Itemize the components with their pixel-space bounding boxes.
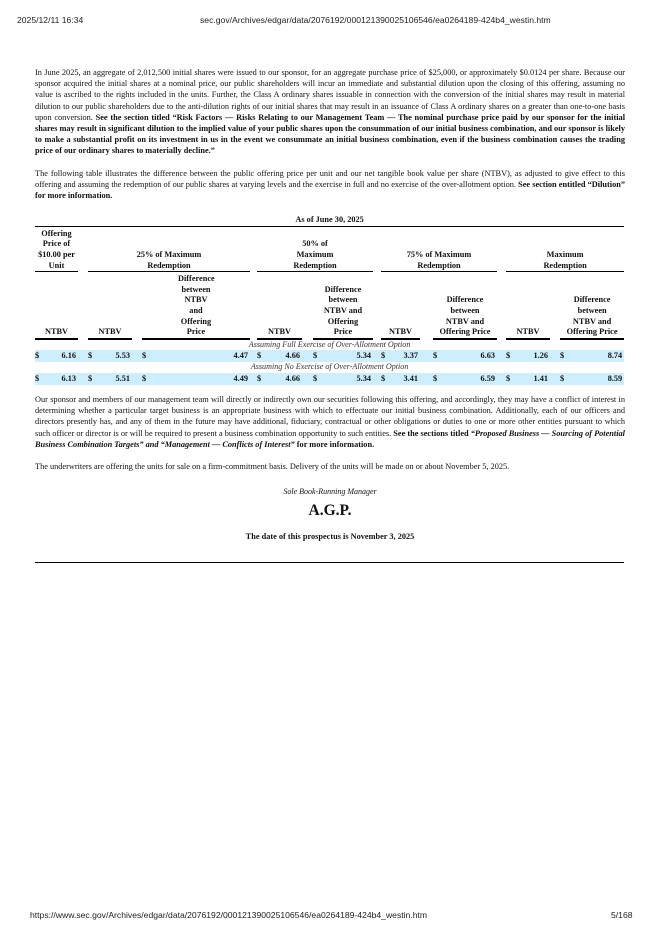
spacer-cell [132, 373, 142, 385]
print-page-title: sec.gov/Archives/edgar/data/2076192/000121390025106546/ea0264189-424b4_westin.htm [200, 15, 551, 25]
value-cell: 4.66 [268, 373, 302, 385]
currency-symbol: $ [433, 350, 442, 362]
section-caption-row [35, 339, 624, 351]
table-intro-paragraph [35, 168, 625, 202]
spacer-cell [550, 373, 560, 385]
value-cell: 6.16 [45, 350, 78, 362]
spacer-cell [373, 373, 381, 385]
print-page-number: 5/168 [611, 910, 633, 920]
value-cell: 1.41 [516, 373, 550, 385]
table-title: As of June 30, 2025 [35, 215, 624, 226]
value-cell: 1.26 [516, 350, 550, 362]
ntbv-header: NTBV [381, 272, 420, 339]
sections-reference-end: for more information. [294, 439, 375, 449]
value-cell: 6.59 [442, 373, 497, 385]
para-text: Our sponsor and members of our management team will directly or indirectly own our securities following this offering, and accordingly, they may have a conflict of interest in determining whether a particular target business is an appropriate business with which to effectuate our initial business combination. Additionally, each of our officers and directors presently has, and any of them in the future may have additional, fiduciary, contractual or other obligations or duties to one or more other entities pursuant to which such officer or director is or will be required to present a business combination opportunity to such entities. [35, 394, 625, 438]
group-header-50: 50% of Maximum Redemption [257, 226, 373, 271]
currency-symbol: $ [506, 350, 516, 362]
difference-header: Difference between NTBV and Offering Price [433, 272, 497, 339]
value-cell: 5.34 [320, 373, 373, 385]
risk-factors-reference: See the section titled “Risk Factors — Risks Relating to our Management Team — The nominal purchase price paid by our sponsor for the initial shares may result in significant dilution to the implied value of your public shares upon the consummation of our initial business combination, and our sponsor is likely to make a substantial profit on its investment in us in the event we consummate an initial business combination, even if the business combination causes the trading price of our ordinary shares to materially decline.” [35, 112, 625, 156]
sections-reference: See the sections titled [393, 428, 471, 438]
table-body [35, 339, 624, 385]
difference-header: Difference between NTBV and Offering Price [142, 272, 250, 339]
value-cell: 3.41 [390, 373, 420, 385]
spacer-cell [420, 373, 433, 385]
currency-symbol: $ [313, 350, 320, 362]
conflict-of-interest-paragraph [35, 394, 625, 450]
spacer-cell [78, 373, 88, 385]
prospectus-date: The date of this prospectus is November 3, 2025 [245, 531, 415, 541]
offering-price-header: Offering Price of $10.00 per Unit [35, 226, 78, 271]
group-header-25: 25% of Maximum Redemption [88, 226, 250, 271]
ntbv-header: NTBV [257, 272, 302, 339]
table-row [35, 350, 624, 362]
currency-symbol: $ [560, 350, 570, 362]
spacer-cell [420, 350, 433, 362]
section-caption: Assuming No Exercise of Over-Allotment Option [250, 362, 409, 372]
ntbv-header: NTBV [506, 272, 550, 339]
value-cell: 5.34 [320, 350, 373, 362]
value-cell: 3.37 [390, 350, 420, 362]
value-cell: 6.13 [45, 373, 78, 385]
prospectus-page [35, 67, 625, 563]
spacer-cell [132, 350, 142, 362]
dilution-table [35, 215, 624, 385]
currency-symbol: $ [35, 350, 45, 362]
currency-symbol: $ [433, 373, 442, 385]
ntbv-header: NTBV [35, 272, 78, 339]
sections-reference-titles: “Proposed Business — Sourcing of Potential Business Combination Targets” and “Management — Conflicts of Interest” [35, 428, 625, 449]
value-cell: 5.51 [98, 373, 132, 385]
currency-symbol: $ [381, 350, 390, 362]
group-header-75: 75% of Maximum Redemption [381, 226, 497, 271]
section-caption: Assuming Full Exercise of Over-Allotment Option [248, 339, 411, 349]
currency-symbol: $ [142, 350, 152, 362]
para-text: The following table illustrates the difference between the public offering price per unit and our net tangible book value per share (NTBV), as adjusted to give effect to this offering and assuming the redemption of our public shares at varying levels and the exercise in full and no exercise of the over-allotment option. [35, 168, 625, 189]
dilution-reference: See section entitled “Dilution” for more information. [35, 179, 625, 201]
currency-symbol: $ [560, 373, 570, 385]
spacer-cell [497, 373, 506, 385]
section-caption-row [35, 362, 624, 373]
currency-symbol: $ [313, 373, 320, 385]
value-cell: 5.53 [98, 350, 132, 362]
value-cell: 8.74 [570, 350, 624, 362]
print-url: https://www.sec.gov/Archives/edgar/data/2076192/000121390025106546/ea0264189-424b4_westin.htm [30, 910, 428, 920]
value-cell: 6.63 [442, 350, 497, 362]
spacer-cell [78, 350, 88, 362]
underwriters-paragraph: The underwriters are offering the units for sale on a firm-commitment basis. Delivery of the units will be made on or about November 5, 2025. [35, 461, 510, 471]
spacer-cell [250, 350, 257, 362]
manager-name: A.G.P. [308, 502, 352, 520]
currency-symbol: $ [88, 350, 98, 362]
value-cell: 4.49 [152, 373, 250, 385]
para-text: In June 2025, an aggregate of 2,012,500 initial shares were issued to our sponsor, for an aggregate purchase price of $25,000, or approximately $0.0124 per share. Because our sponsor acquired the initial shares at a nominal price, our public shareholders will incur an immediate and substantial dilution upon the closing of this offering, assuming no value is ascribed to the rights included in the units. Further, the Class A ordinary shares issuable in connection with the conversion of the initial shares may result in material dilution to our public shareholders due to the anti-dilution rights of our initial shares that may result in an issuance of Class A ordinary shares on a greater than one-to-one basis upon conversion. [35, 68, 625, 122]
difference-header: Difference between NTBV and Offering Price [313, 272, 373, 339]
spacer-cell [497, 350, 506, 362]
value-cell: 8.59 [570, 373, 624, 385]
currency-symbol: $ [35, 373, 45, 385]
group-header-max: Maximum Redemption [506, 226, 624, 271]
currency-symbol: $ [381, 373, 390, 385]
value-cell: 4.66 [268, 350, 302, 362]
ntbv-header: NTBV [88, 272, 132, 339]
currency-symbol: $ [142, 373, 152, 385]
table-row [35, 373, 624, 385]
value-cell: 4.47 [152, 350, 250, 362]
manager-label: Sole Book-Running Manager [283, 487, 377, 497]
print-datetime: 2025/12/11 16:34 [17, 15, 84, 25]
difference-header: Difference between NTBV and Offering Price [560, 272, 624, 339]
currency-symbol: $ [257, 350, 268, 362]
spacer-cell [250, 373, 257, 385]
spacer-cell [302, 373, 313, 385]
currency-symbol: $ [88, 373, 98, 385]
divider [35, 562, 624, 563]
spacer-cell [373, 350, 381, 362]
spacer-cell [550, 350, 560, 362]
currency-symbol: $ [257, 373, 268, 385]
currency-symbol: $ [506, 373, 516, 385]
sponsor-dilution-paragraph [35, 67, 625, 157]
spacer-cell [302, 350, 313, 362]
